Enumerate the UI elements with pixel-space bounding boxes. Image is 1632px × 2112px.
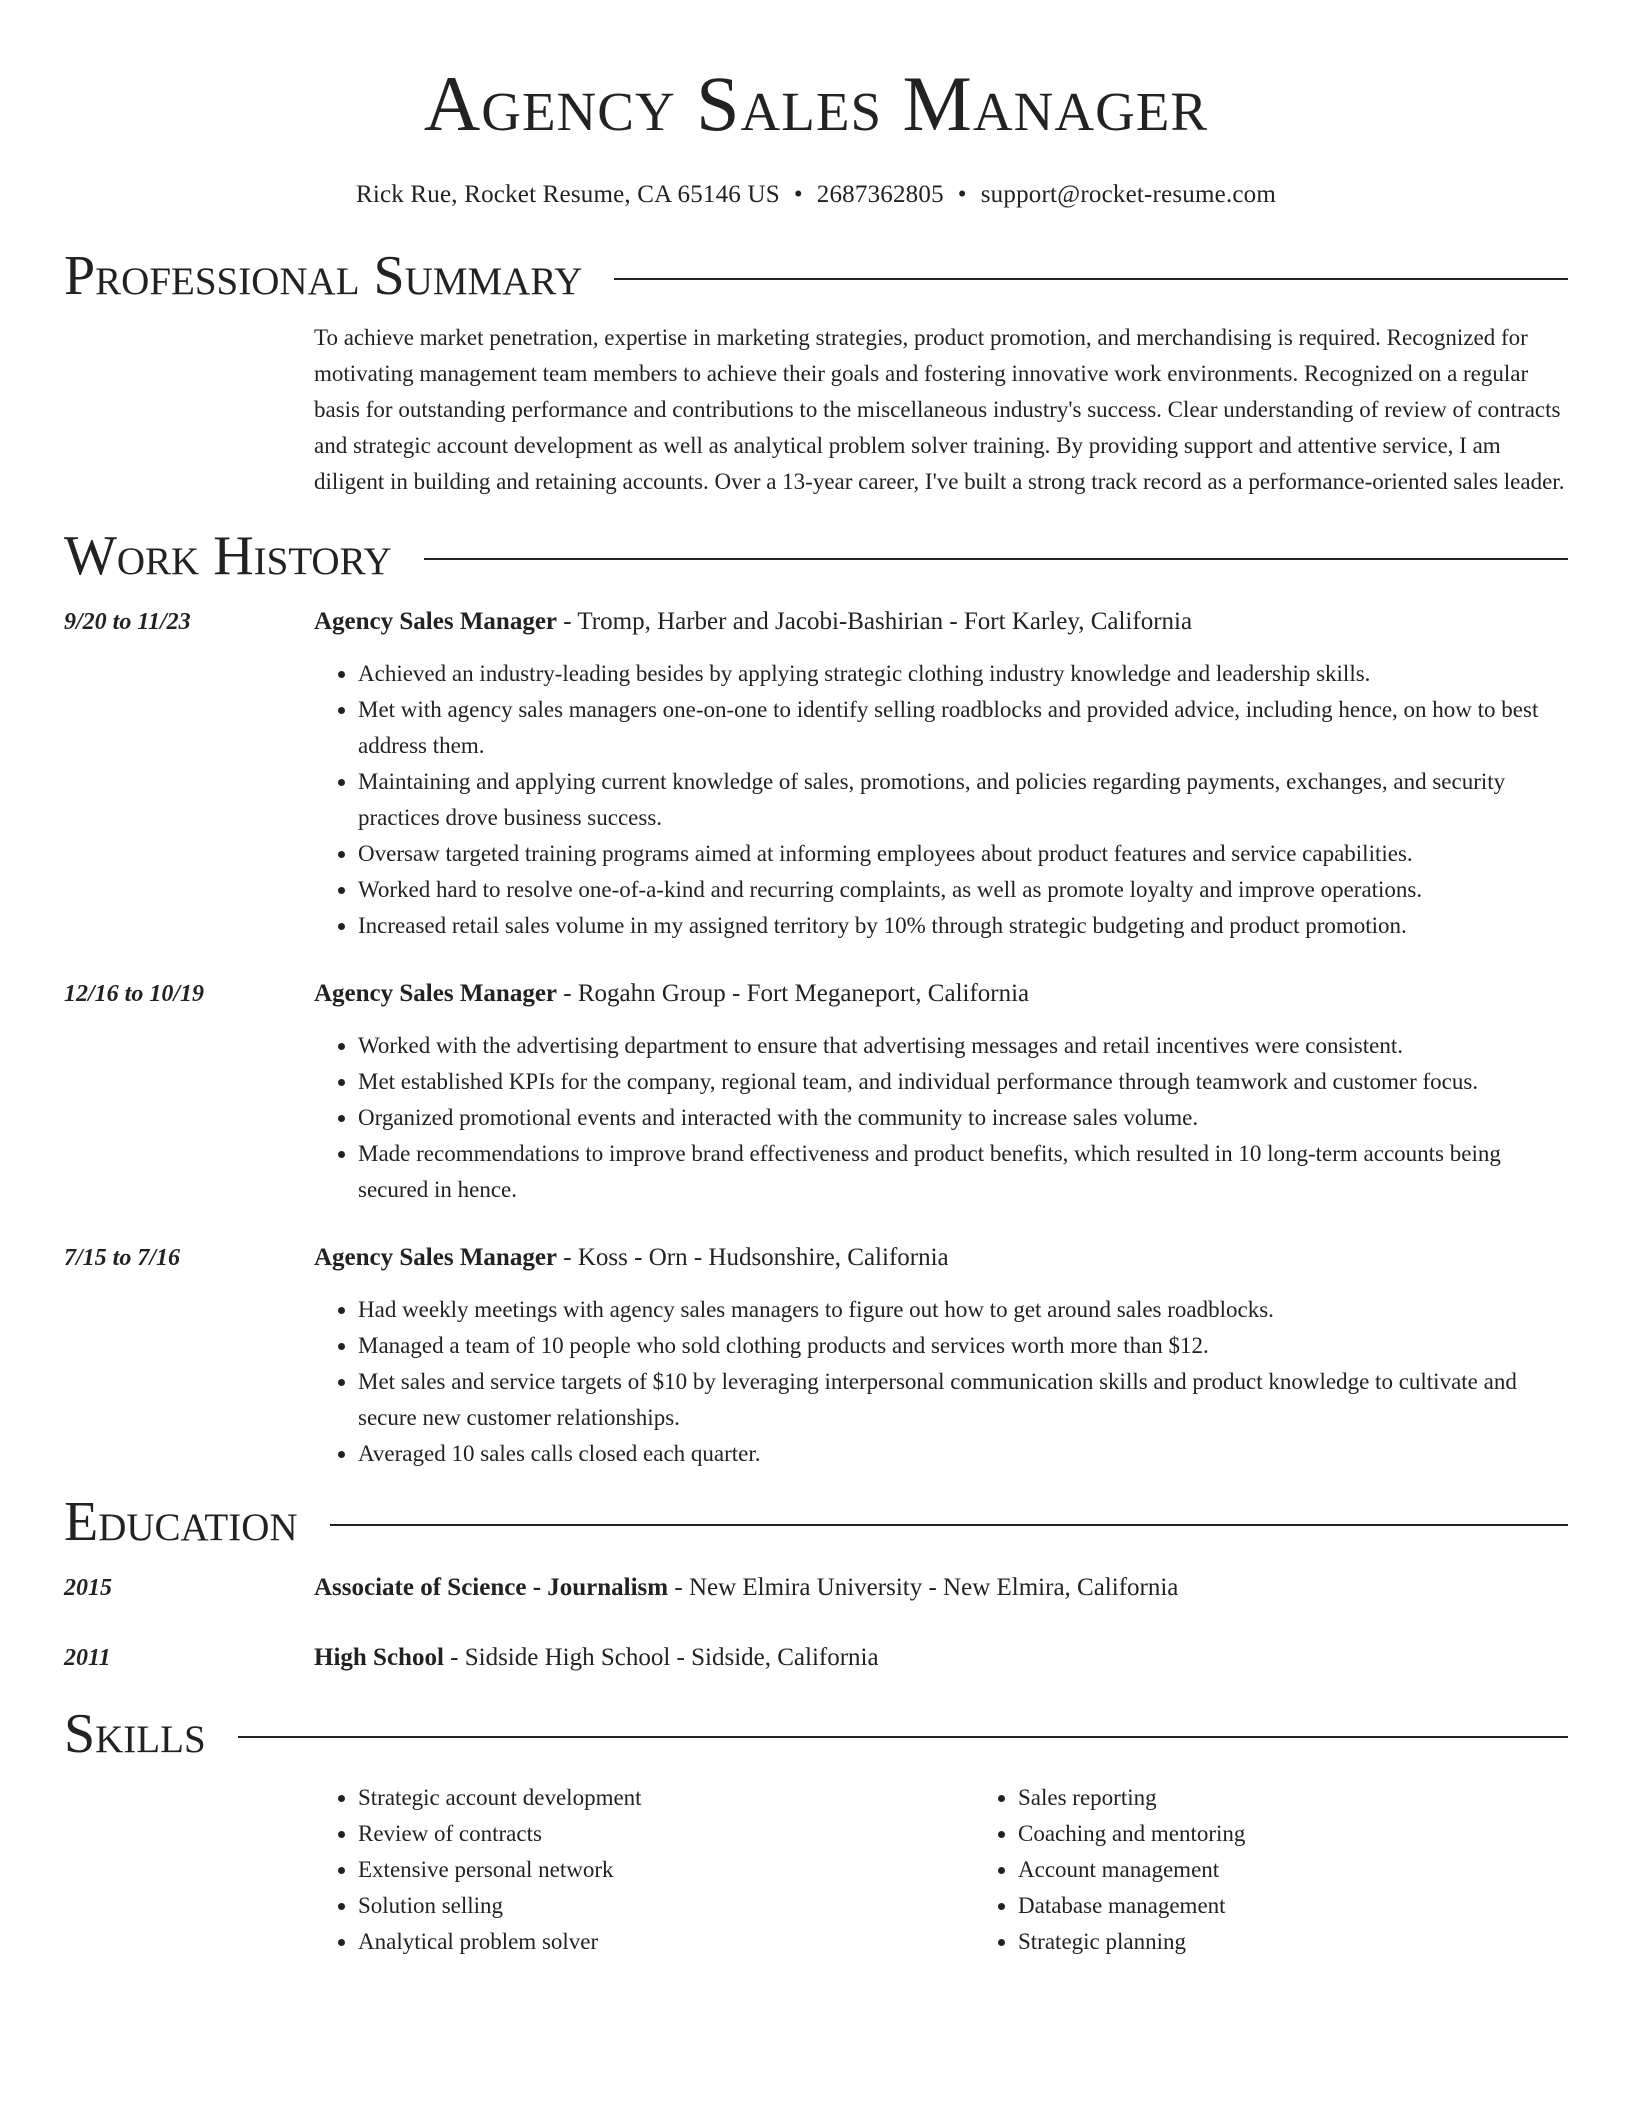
section-divider: [614, 278, 1568, 280]
section-divider: [424, 558, 1568, 560]
skills-heading: Skills: [64, 1703, 206, 1765]
job-bullet: • Averaged 10 sales calls closed each quarter.: [358, 1436, 1568, 1472]
education-year: 2015: [64, 1575, 112, 1601]
job-bullet: • Met sales and service targets of $10 by leveraging interpersonal communication skills and product knowledge to cultivate and secure new customer relationships.: [358, 1364, 1568, 1436]
resume-page: [64, 0, 1568, 1960]
contact-phone: 2687362805: [816, 181, 944, 208]
job-dates: 9/20 to 11/23: [64, 609, 191, 635]
job-bullet: • Had weekly meetings with agency sales managers to figure out how to get around sales roadblocks.: [358, 1292, 1568, 1328]
skill-item: • Strategic account development: [358, 1780, 974, 1816]
job-entry: [64, 604, 1568, 944]
job-body: [314, 1240, 1568, 1472]
job-bullet: • Oversaw targeted training programs aimed at informing employees about product features and service capabilities.: [358, 836, 1568, 872]
education-entry: [64, 1640, 1568, 1676]
education-entry: [64, 1570, 1568, 1606]
job-title-line: [314, 604, 1568, 640]
job-bullet: • Organized promotional events and interacted with the community to increase sales volume.: [358, 1100, 1568, 1136]
job-title-line: [314, 976, 1568, 1012]
skill-item: • Review of contracts: [358, 1816, 974, 1852]
summary-text: To achieve market penetration, expertise in marketing strategies, product promotion, and merchandising is required. Recognized for motivating management team members to achieve their goals and fostering innovative work environments. Recognized on a regular basis for outstanding performance and contributions to the miscellaneous industry's success. Clear understanding of review of contracts and strategic account development as well as analytical problem solver training. By providing support and attentive service, I am diligent in building and retaining accounts. Over a 13-year career, I've built a strong track record as a performance-oriented sales leader.: [314, 325, 1565, 494]
job-body: [314, 604, 1568, 944]
job-dates: 12/16 to 10/19: [64, 981, 205, 1007]
skill-item: • Coaching and mentoring: [1018, 1816, 1245, 1852]
contact-line: [64, 180, 1568, 210]
summary-section-header: [64, 244, 1568, 308]
job-details: - Rogahn Group - Fort Meganeport, California: [557, 980, 1030, 1007]
work-section-header: [64, 524, 1568, 588]
section-divider: [330, 1524, 1568, 1526]
education-heading: Education: [64, 1491, 298, 1553]
skill-item: • Strategic planning: [1018, 1924, 1245, 1960]
education-details: - Sidside High School - Sidside, California: [443, 1644, 879, 1671]
candidate-title: Agency Sales Manager: [423, 60, 1209, 147]
job-bullet: • Worked with the advertising department to ensure that advertising messages and retail incentives were consistent.: [358, 1028, 1568, 1064]
education-year: 2011: [64, 1645, 111, 1671]
work-heading: Work History: [64, 525, 392, 587]
job-bullet: • Maintaining and applying current knowledge of sales, promotions, and policies regarding payments, exchanges, and security practices drove business success.: [358, 764, 1568, 836]
job-title: Agency Sales Manager: [314, 608, 558, 635]
job-bullet: • Met with agency sales managers one-on-one to identify selling roadblocks and provided advice, including hence, on how to best address them.: [358, 692, 1568, 764]
job-bullet: • Met established KPIs for the company, regional team, and individual performance through teamwork and customer focus.: [358, 1064, 1568, 1100]
education-body: [314, 1640, 1568, 1676]
skill-item: • Solution selling: [358, 1888, 974, 1924]
job-title-line: [314, 1240, 1568, 1276]
education-line: [314, 1570, 1568, 1606]
skill-item: • Extensive personal network: [358, 1852, 974, 1888]
skill-item: • Database management: [1018, 1888, 1245, 1924]
summary-heading: Professional Summary: [64, 245, 583, 307]
job-details: - Tromp, Harber and Jacobi-Bashirian - Fort Karley, California: [557, 608, 1193, 635]
education-section-header: [64, 1490, 1568, 1554]
contact-address: Rick Rue, Rocket Resume, CA 65146 US: [355, 181, 780, 208]
education-details: - New Elmira University - New Elmira, California: [668, 1574, 1179, 1601]
job-title: Agency Sales Manager: [314, 980, 558, 1007]
contact-separator: •: [793, 181, 803, 208]
education-body: [314, 1570, 1568, 1606]
job-bullet: • Achieved an industry-leading besides by applying strategic clothing industry knowledge and leadership skills.: [358, 656, 1568, 692]
education-degree: Associate of Science - Journalism: [314, 1574, 669, 1601]
education-degree: High School: [314, 1644, 444, 1671]
job-bullets: [314, 656, 1568, 944]
job-details: - Koss - Orn - Hudsonshire, California: [557, 1244, 949, 1271]
skills-column-right: [974, 1780, 1245, 1960]
job-bullet: • Increased retail sales volume in my assigned territory by 10% through strategic budgeting and product promotion.: [358, 908, 1568, 944]
skill-item: • Account management: [1018, 1852, 1245, 1888]
job-bullets: [314, 1292, 1568, 1472]
job-bullet: • Worked hard to resolve one-of-a-kind and recurring complaints, as well as promote loyalty and improve operations.: [358, 872, 1568, 908]
skill-item: • Sales reporting: [1018, 1780, 1245, 1816]
skills-column-left: [314, 1780, 974, 1960]
contact-separator: •: [957, 181, 967, 208]
job-body: [314, 976, 1568, 1208]
education-line: [314, 1640, 1568, 1676]
job-bullets: [314, 1028, 1568, 1208]
job-bullet: • Made recommendations to improve brand effectiveness and product benefits, which resulted in 10 long-term accounts being secured in hence.: [358, 1136, 1568, 1208]
contact-email: support@rocket-resume.com: [980, 181, 1277, 208]
skills-list: [314, 1780, 1568, 1960]
job-entry: [64, 1240, 1568, 1472]
skills-section-header: [64, 1702, 1568, 1766]
job-dates: 7/15 to 7/16: [64, 1245, 181, 1271]
skill-item: • Analytical problem solver: [358, 1924, 974, 1960]
job-entry: [64, 976, 1568, 1208]
job-title: Agency Sales Manager: [314, 1244, 558, 1271]
section-divider: [238, 1736, 1568, 1738]
job-bullet: • Managed a team of 10 people who sold clothing products and services worth more than $12.: [358, 1328, 1568, 1364]
